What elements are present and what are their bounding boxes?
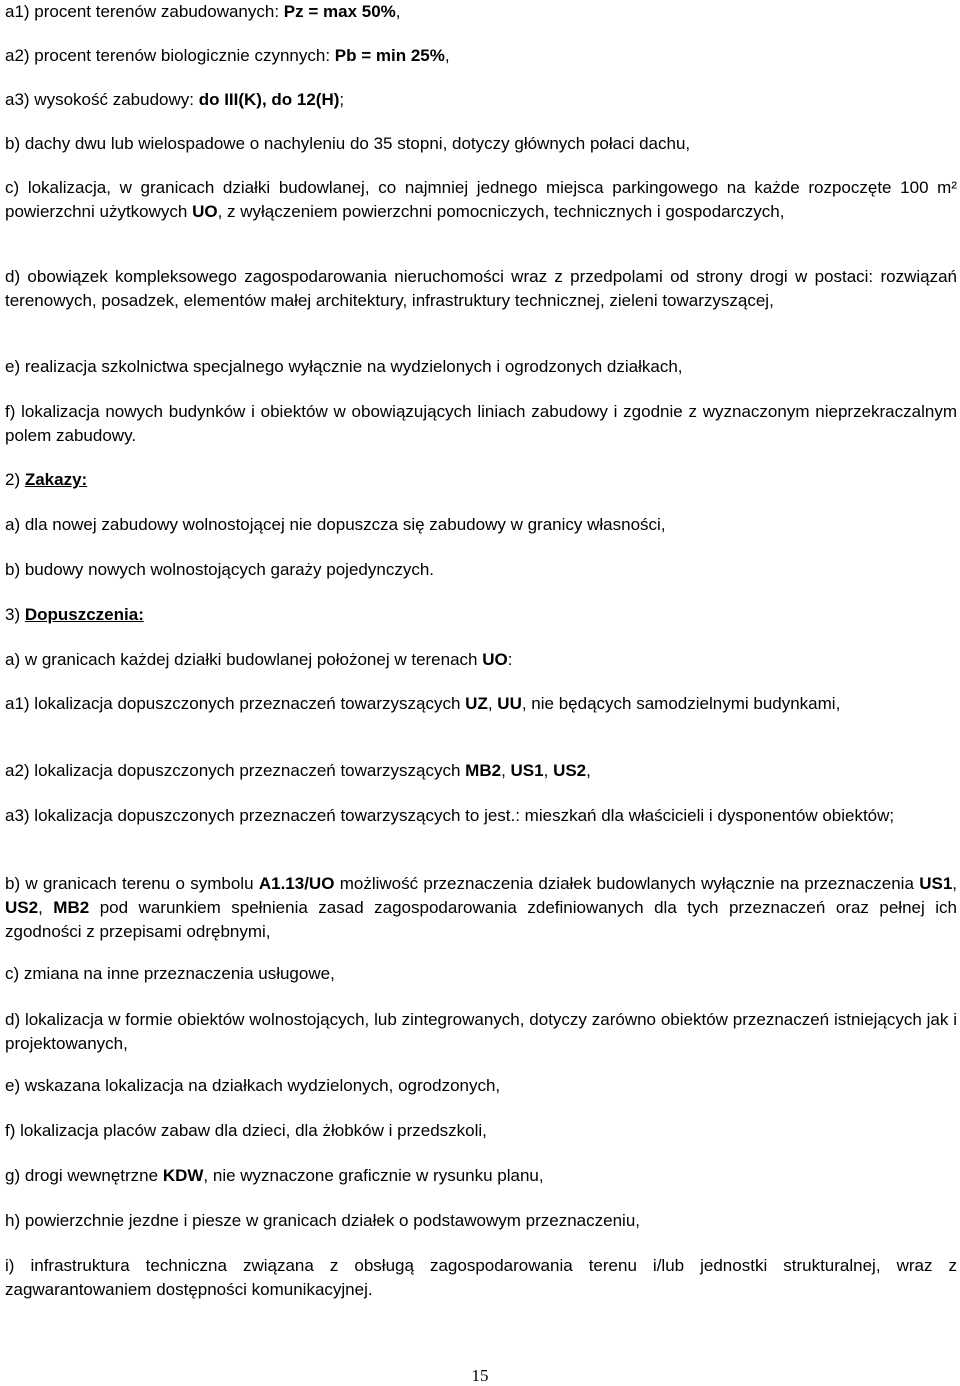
paragraph-b [5,132,957,156]
emphasis-text: UO [482,650,508,669]
paragraph-dop-e [5,1074,957,1098]
paragraph-dop-a1 [5,692,957,716]
paragraph-zakazy-a [5,513,957,537]
emphasis-text: UU [497,694,522,713]
paragraph-dop-c [5,962,957,986]
emphasis-text: do III(K), do 12(H) [198,90,340,109]
text-run: : [507,650,513,669]
emphasis-text: KDW [162,1166,204,1185]
text-run: 2) [5,470,25,489]
paragraph-zakazy-b [5,558,957,582]
text-run: d) obowiązek kompleksowego zagospodarowania nieruchomości wraz z przedpolami od strony drogi w postaci: rozwiązań terenowych, posadzek, elementów małej architektury, infrastruktury technicznej, zieleni towarzyszącej, [5,267,957,310]
paragraph-dop-b [5,872,957,944]
heading-dopuszczenia [5,603,957,627]
paragraph-e [5,355,957,379]
emphasis-text: US1 [510,761,544,780]
text-run: b) budowy nowych wolnostojących garaży pojedynczych. [5,560,435,579]
emphasis-text: MB2 [53,898,90,917]
paragraph-dop-d [5,1008,957,1056]
text-run: a3) wysokość zabudowy: [5,90,199,109]
emphasis-text: US2 [553,761,587,780]
paragraph-dop-h [5,1209,957,1233]
text-run: f) lokalizacja placów zabaw dla dzieci, dla żłobków i przedszkoli, [5,1121,487,1140]
emphasis-text: Pb = min 25% [334,46,445,65]
text-run: ; [339,90,345,109]
paragraph-c [5,176,957,224]
text-run: e) realizacja szkolnictwa specjalnego wyłącznie na wydzielonych i ogrodzonych działkach, [5,357,683,376]
text-run: , z wyłączeniem powierzchni pomocniczych, technicznych i gospodarczych, [217,202,785,221]
paragraph-d [5,265,957,313]
text-run: , nie wyznaczone graficznie w rysunku planu, [203,1166,544,1185]
paragraph-a2 [5,44,957,68]
paragraph-dop-i [5,1254,957,1302]
heading-zakazy [5,468,957,492]
emphasis-text: Pz = max 50% [283,2,396,21]
text-run: g) drogi wewnętrzne [5,1166,163,1185]
emphasis-text: US2 [5,898,39,917]
emphasis-text: US1 [919,874,953,893]
text-run: a1) procent terenów zabudowanych: [5,2,284,21]
text-run: b) dachy dwu lub wielospadowe o nachyleniu do 35 stopni, dotyczy głównych połaci dachu, [5,134,691,153]
text-run: a1) lokalizacja dopuszczonych przeznaczeń towarzyszących [5,694,466,713]
text-run: e) wskazana lokalizacja na działkach wydzielonych, ogrodzonych, [5,1076,501,1095]
text-run: a3) lokalizacja dopuszczonych przeznaczeń towarzyszących to jest.: mieszkań dla właścicieli i dysponentów obiektów; [5,806,895,825]
text-run: , [38,898,54,917]
text-run: , [444,46,450,65]
emphasis-text: UO [192,202,218,221]
text-run: f) lokalizacja nowych budynków i obiektów w obowiązujących liniach zabudowy i zgodnie z wyznaczonym nieprzekraczalnym polem zabudowy. [5,402,957,445]
text-run: a) w granicach każdej działki budowlanej położonej w terenach [5,650,483,669]
text-run: , [395,2,401,21]
text-run: , [543,761,554,780]
page-number: 15 [471,1366,489,1385]
text-run: c) zmiana na inne przeznaczenia usługowe, [5,964,335,983]
text-run: a) dla nowej zabudowy wolnostojącej nie dopuszcza się zabudowy w granicy własności, [5,515,666,534]
text-run: , [952,874,958,893]
paragraph-dop-g [5,1164,957,1188]
text-run: d) lokalizacja w formie obiektów wolnostojących, lub zintegrowanych, dotyczy zarówno obiektów przeznaczeń istniejących jak i projektowanych, [5,1010,957,1053]
text-run: pod warunkiem spełnienia zasad zagospodarowania zdefiniowanych dla tych przeznaczeń oraz pełnej ich zgodności z przepisami odrębnymi, [5,898,957,941]
paragraph-dop-a2 [5,759,957,783]
emphasis-text: Zakazy: [24,470,88,489]
text-run: 3) [5,605,25,624]
paragraph-a3 [5,88,957,112]
text-run: a2) procent terenów biologicznie czynnych: [5,46,335,65]
text-run: , nie będących samodzielnymi budynkami, [521,694,841,713]
paragraph-dop-a [5,648,957,672]
text-run: możliwość przeznaczenia działek budowlanych wyłącznie na przeznaczenia [334,874,920,893]
paragraph-dop-a3 [5,804,957,828]
emphasis-text: A1.13/UO [258,874,335,893]
text-run: c) lokalizacja, w granicach działki budowlanej, co najmniej jednego miejsca parkingowego na każde rozpoczęte 100 m² powierzchni użytkowych [5,178,957,221]
text-run: , [487,694,498,713]
emphasis-text: Dopuszczenia: [24,605,144,624]
emphasis-text: MB2 [465,761,502,780]
text-run: h) powierzchnie jezdne i piesze w granicach działek o podstawowym przeznaczeniu, [5,1211,640,1230]
paragraph-dop-f [5,1119,957,1143]
emphasis-text: UZ [465,694,488,713]
text-run: b) w granicach terenu o symbolu [5,874,259,893]
text-run: i) infrastruktura techniczna związana z obsługą zagospodarowania terenu i/lub jednostki strukturalnej, wraz z zagwarantowaniem dostępności komunikacyjnej. [5,1256,957,1299]
text-run: , [501,761,511,780]
paragraph-f [5,400,957,448]
text-run: , [586,761,591,780]
text-run: a2) lokalizacja dopuszczonych przeznaczeń towarzyszących [5,761,466,780]
paragraph-a1 [5,0,957,24]
